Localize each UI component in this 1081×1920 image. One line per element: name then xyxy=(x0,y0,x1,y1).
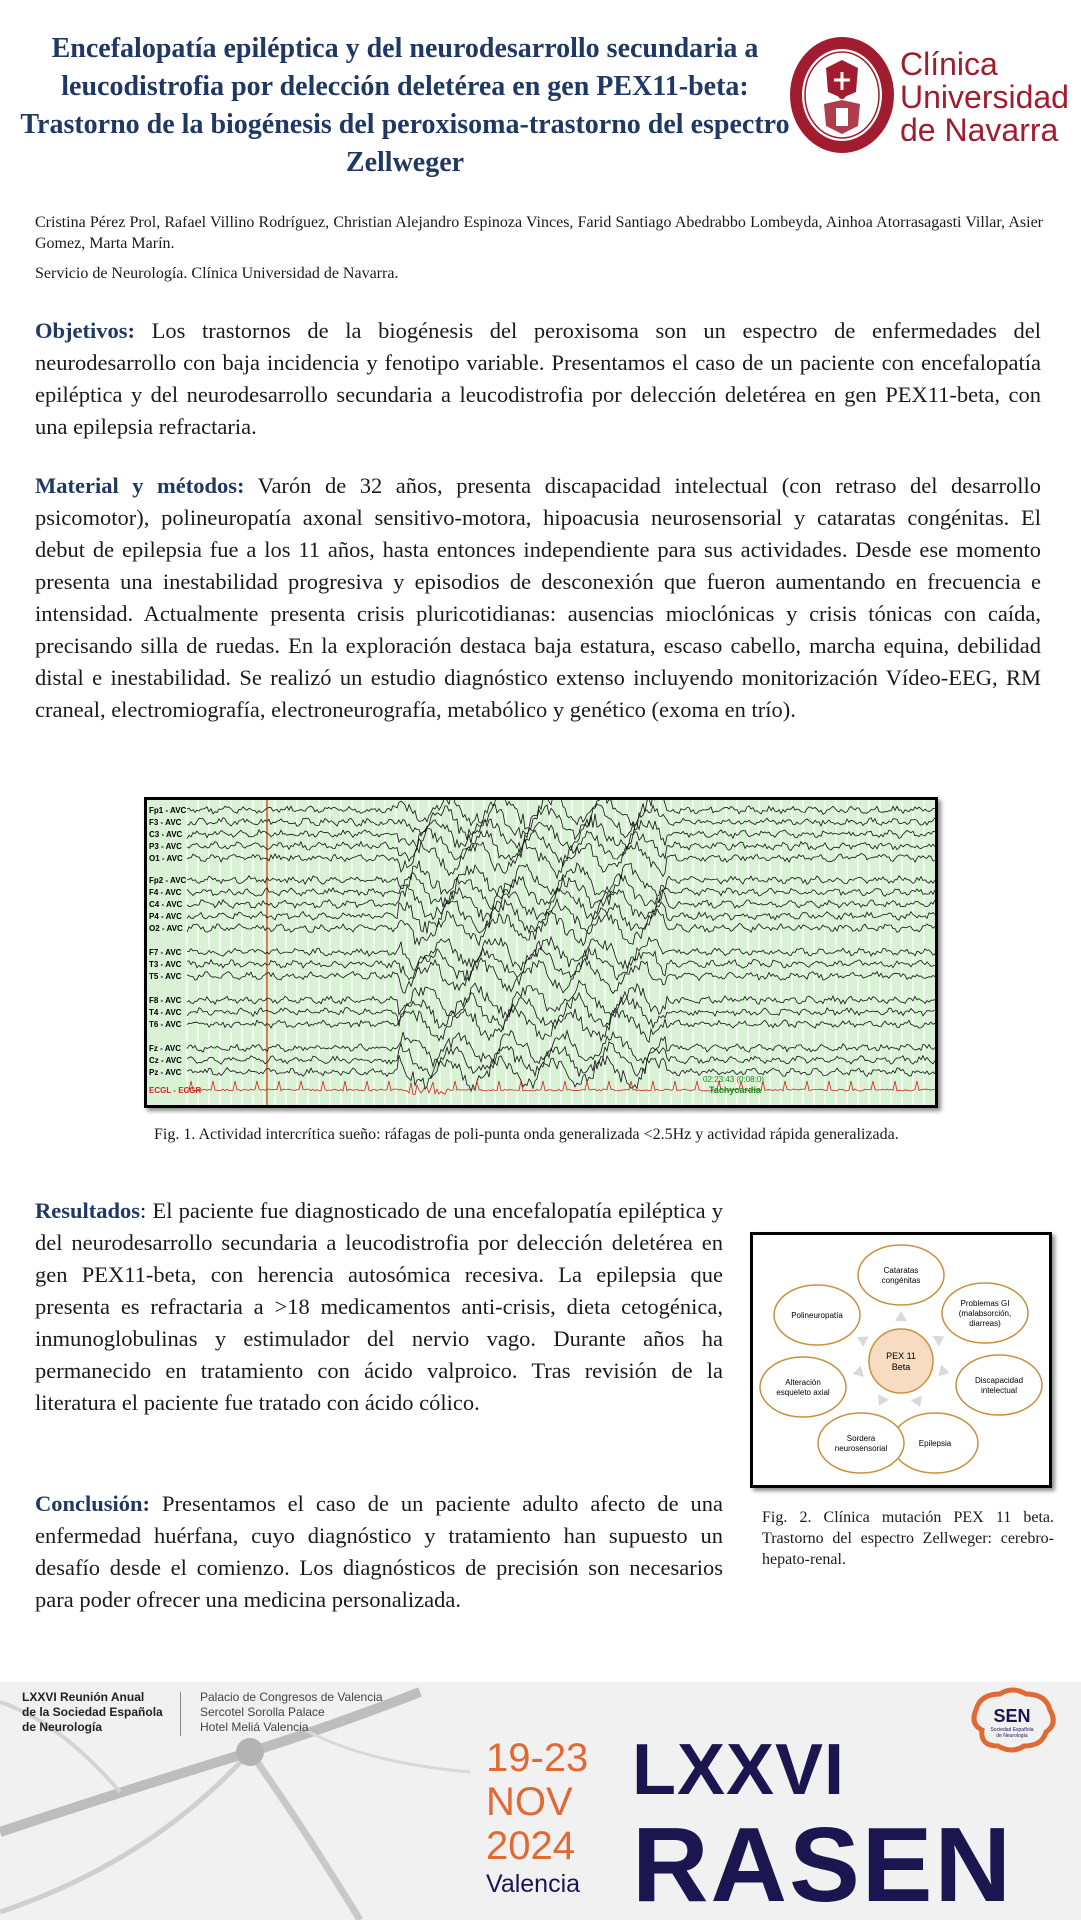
symptom-node-label: esqueleto axial xyxy=(776,1388,830,1397)
university-seal-icon xyxy=(786,32,898,158)
section-heading: Objetivos: xyxy=(35,318,135,343)
eeg-channel-label: P3 - AVC xyxy=(149,842,182,851)
conf-line-1: LXXVI Reunión Anual xyxy=(22,1690,145,1704)
sen-label: SEN xyxy=(993,1706,1031,1726)
eeg-channel-label: Fp1 - AVC xyxy=(149,806,187,815)
symptom-node-label: Discapacidad xyxy=(974,1376,1024,1385)
arrow-icon xyxy=(895,1311,907,1321)
eeg-timestamp: 02:23:43 (0:08:0) xyxy=(703,1075,764,1084)
eeg-channel-label: F7 - AVC xyxy=(149,948,182,957)
symptom-node-label: Epilepsia xyxy=(918,1439,952,1448)
arrow-icon xyxy=(933,1336,945,1346)
section-heading: Resultados xyxy=(35,1198,141,1223)
venue-1: Palacio de Congresos de Valencia xyxy=(200,1690,383,1704)
conf-line-2: de la Sociedad Española xyxy=(22,1705,163,1719)
poster-title: Encefalopatía epiléptica y del neurodesarrollo secundaria a leucodistrofia por delección deletérea en gen PEX11-beta: Trastorno de la biogénesis del peroxisoma-trastorno del espectro Zellweger xyxy=(20,33,790,178)
section-body: Presentamos el caso de un paciente adulto afecto de una enfermedad huérfana, cuyo diagnóstico y tratamiento han supuesto un desafío desde el comienzo. Los diagnósticos de precisión son necesarios para poder ofrecer una medicina personalizada. xyxy=(35,1491,723,1612)
conf-line-3: de Neurología xyxy=(22,1720,103,1734)
eeg-event-label: Tachycardia xyxy=(709,1085,761,1095)
eeg-trace-plot xyxy=(147,800,935,1105)
logo-line-2: Universidad xyxy=(900,79,1069,115)
conference-acronym: RASEN xyxy=(632,1806,1014,1920)
symptom-node xyxy=(858,1245,944,1305)
venue-3: Hotel Meliá Valencia xyxy=(200,1720,309,1734)
eeg-channel-label: T3 - AVC xyxy=(149,960,182,969)
date-month: NOV xyxy=(486,1780,573,1824)
eeg-channel-label: Cz - AVC xyxy=(149,1056,182,1065)
eeg-channel-label: Fp2 - AVC xyxy=(149,876,187,885)
symptom-node-label: Sordera xyxy=(846,1434,876,1443)
clinica-universidad-navarra-logo xyxy=(786,30,1076,160)
center-node-label: PEX 11 xyxy=(886,1351,916,1361)
center-node xyxy=(869,1329,933,1393)
section-body: Varón de 32 años, presenta discapacidad intelectual (con retraso del desarrollo psicomotor), polineuropatía axonal sensitivo-motora, hipoacusia neurosensorial y cataratas congénitas. El debut de epilepsia fue a los 11 años, hasta entonces independiente para sus actividades. Desde ese momento presenta una inestabilidad progresiva y episodios de desconexión que fueron aumentando en frecuencia e intensidad. Actualmente presenta crisis pluricotidianas: ausencias mioclónicas y crisis tónicas con caída, precisando silla de ruedas. En la exploración destaca baja estatura, escaso cabello, marcha equina, debilidad distal e inestabilidad. Se realizó un estudio diagnóstico extenso incluyendo monitorización Vídeo-EEG, RM craneal, electromiografía, electroneurografía, metabólico y genético (exoma en trío). xyxy=(35,473,1041,722)
sen-logo xyxy=(962,1686,1062,1760)
symptom-node-label: diarreas) xyxy=(969,1319,1001,1328)
eeg-channel-label: C3 - AVC xyxy=(149,830,183,839)
arrow-icon xyxy=(853,1365,864,1377)
venue-2: Sercotel Sorolla Palace xyxy=(200,1705,325,1719)
arrow-icon xyxy=(938,1365,949,1377)
symptom-node-label: (malabsorción, xyxy=(958,1309,1012,1318)
eeg-channel-label: T6 - AVC xyxy=(149,1020,182,1029)
conference-dates xyxy=(486,1736,588,1868)
eeg-channel-label: F4 - AVC xyxy=(149,888,182,897)
section-body: Los trastornos de la biogénesis del peroxisoma son un espectro de enfermedades del neurodesarrollo con baja incidencia y fenotipo variable. Presentamos el caso de un paciente con encefalopatía epiléptica y del neurodesarrollo secundaria a leucodistrofia por delección deletérea en gen PEX11-beta, con una epilepsia refractaria. xyxy=(35,318,1041,439)
symptom-node-label: neurosensorial xyxy=(834,1444,888,1453)
symptom-node-label: intelectual xyxy=(980,1386,1018,1395)
arrow-icon xyxy=(911,1396,922,1408)
eeg-channel-label: Fz - AVC xyxy=(149,1044,181,1053)
center-node-label: Beta xyxy=(891,1362,911,1372)
symptom-node xyxy=(956,1355,1042,1415)
logo-line-3: de Navarra xyxy=(900,112,1059,148)
eeg-channel-label: P4 - AVC xyxy=(149,912,182,921)
sen-sub-2: de Neurología xyxy=(996,1733,1028,1739)
pex11-diagram-figure xyxy=(750,1232,1052,1488)
eeg-channel-label: F8 - AVC xyxy=(149,996,182,1005)
section-conclusion xyxy=(35,1488,723,1616)
symptom-node-label: Alteración xyxy=(785,1378,821,1387)
symptom-node-label: Polineuropatía xyxy=(791,1311,843,1320)
pex11-diagram xyxy=(753,1235,1049,1485)
eeg-channel-label: F3 - AVC xyxy=(149,818,182,827)
eeg-channel-label: C4 - AVC xyxy=(149,900,183,909)
conference-edition: LXXVI xyxy=(632,1730,846,1810)
eeg-channel-label: T5 - AVC xyxy=(149,972,182,981)
eeg-channel-label: ECGL - ECGR xyxy=(149,1086,202,1095)
date-days: 19-23 xyxy=(486,1736,589,1780)
conference-city: Valencia xyxy=(486,1870,581,1898)
eeg-channel-label: O1 - AVC xyxy=(149,854,183,863)
author-list: Cristina Pérez Prol, Rafael Villino Rodríguez, Christian Alejandro Espinoza Vinces, Farid Santiago Abedrabbo Lombeyda, Ainhoa Atorrasagasti Villar, Asier Gomez, Marta Marín. xyxy=(35,214,1043,252)
section-resultados xyxy=(35,1195,723,1419)
section-material-metodos xyxy=(35,470,1041,726)
affiliation: Servicio de Neurología. Clínica Universidad de Navarra. xyxy=(35,265,399,282)
logo-line-1: Clínica xyxy=(900,46,998,82)
symptom-node xyxy=(818,1413,904,1473)
eeg-channel-label: O2 - AVC xyxy=(149,924,183,933)
section-body: : El paciente fue diagnosticado de una encefalopatía epiléptica y del neurodesarrollo secundaria a leucodistrofia por delección deletérea en gen PEX11-beta, con herencia autosómica recesiva. La epilepsia que presenta es refractaria a >18 medicamentos anti-crisis, dieta cetogénica, inmunoglobulinas y estimulador del nervio vago. Durante años ha permanecido en tratamiento con ácido valproico. Tras revisión de la literatura el paciente fue tratado con ácido cólico. xyxy=(35,1198,723,1415)
footer-divider xyxy=(180,1692,181,1736)
sen-sub-1: Sociedad Española xyxy=(990,1727,1034,1733)
symptom-node-label: Cataratas xyxy=(883,1266,919,1275)
brain-icon xyxy=(962,1686,1062,1760)
symptom-node-label: congénitas xyxy=(881,1276,921,1285)
fig2-caption: Fig. 2. Clínica mutación PEX 11 beta. Trastorno del espectro Zellweger: cerebro-hepato-renal. xyxy=(762,1509,1054,1568)
symptom-node-label: Problemas GI xyxy=(960,1299,1010,1308)
arrow-icon xyxy=(857,1337,869,1348)
section-heading: Conclusión: xyxy=(35,1491,151,1516)
section-objetivos xyxy=(35,315,1041,443)
conference-footer xyxy=(0,1682,1081,1920)
date-year: 2024 xyxy=(486,1824,575,1868)
eeg-figure xyxy=(144,797,938,1108)
eeg-channel-label: T4 - AVC xyxy=(149,1008,182,1017)
fig1-caption: Fig. 1. Actividad intercrítica sueño: ráfagas de poli-punta onda generalizada <2.5Hz y actividad rápida generalizada. xyxy=(154,1126,899,1143)
section-heading: Material y métodos: xyxy=(35,473,245,498)
arrow-icon xyxy=(878,1394,889,1406)
symptom-node xyxy=(760,1357,846,1417)
eeg-channel-label: Pz - AVC xyxy=(149,1068,182,1077)
